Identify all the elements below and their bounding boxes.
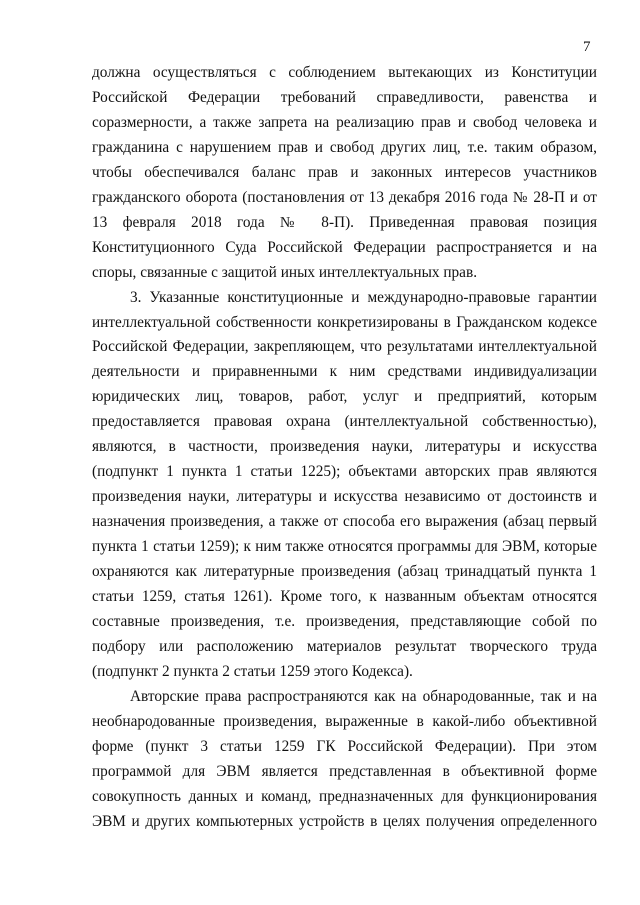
- text-line: форме (пункт 3 статьи 1259 ГК Российской Федерации). При этом: [92, 737, 597, 755]
- text-line: ЭВМ и других компьютерных устройств в целях получения определенного: [92, 812, 597, 830]
- text-line: споры, связанные с защитой иных интеллектуальных прав.: [92, 263, 478, 281]
- text-line: пункта 1 статьи 1259); к ним также относятся программы для ЭВМ, которые: [92, 538, 597, 556]
- text-line: произведения науки, литературы и искусства независимо от достоинств и: [92, 488, 597, 506]
- text-line: интеллектуальной собственности конкретизированы в Гражданском кодексе: [92, 313, 597, 331]
- text-line: 13 февраля 2018 года № 8-П). Приведенная правовая позиция: [92, 213, 597, 231]
- text-line: Российской Федерации, закрепляющем, что результатами интеллектуальной: [92, 338, 597, 356]
- text-line: (подпункт 2 пункта 2 статьи 1259 этого Кодекса).: [92, 662, 413, 680]
- paragraph-1: [92, 61, 597, 286]
- text-line: программой для ЭВМ является представленная в объективной форме: [92, 762, 597, 780]
- text-line: составные произведения, т.е. произведения, представляющие собой по: [92, 612, 597, 630]
- text-line: деятельности и приравненными к ним средствами индивидуализации: [92, 363, 597, 381]
- text-line: предоставляется правовая охрана (интеллектуальной собственностью),: [92, 413, 597, 431]
- text-line: чтобы обеспечивался баланс прав и законных интересов участников: [92, 163, 597, 181]
- document-body: [92, 61, 597, 835]
- paragraph-2: [92, 286, 597, 685]
- text-line: необнародованные произведения, выраженные в какой-либо объективной: [92, 712, 597, 730]
- text-line: Конституционного Суда Российской Федерации распространяется и на: [92, 238, 597, 256]
- text-line: (подпункт 1 пункта 1 статьи 1225); объектами авторских прав являются: [92, 463, 597, 481]
- text-line: соразмерности, а также запрета на реализацию прав и свобод человека и: [92, 113, 597, 131]
- page-number: 7: [583, 39, 591, 55]
- text-line: подбору или расположению материалов результат творческого труда: [92, 637, 597, 655]
- text-line: должна осуществляться с соблюдением вытекающих из Конституции: [92, 64, 597, 81]
- text-line: гражданина с нарушением прав и свобод других лиц, т.е. таким образом,: [92, 138, 597, 156]
- text-line: совокупность данных и команд, предназначенных для функционирования: [92, 787, 597, 805]
- text-line: статьи 1259, статья 1261). Кроме того, к названным объектам относятся: [92, 588, 597, 606]
- text-line: юридических лиц, товаров, работ, услуг и предприятий, которым: [92, 388, 597, 406]
- text-line: являются, в частности, произведения науки, литературы и искусства: [92, 438, 597, 456]
- text-line: Авторские права распространяются как на обнародованные, так и на: [130, 687, 597, 705]
- text-line: Российской Федерации требований справедливости, равенства и: [92, 88, 597, 106]
- text-line: назначения произведения, а также от способа его выражения (абзац первый: [92, 513, 597, 531]
- text-line: 3. Указанные конституционные и международно-правовые гарантии: [130, 288, 597, 306]
- text-line: гражданского оборота (постановления от 13 декабря 2016 года № 28-П и от: [92, 188, 597, 206]
- text-line: охраняются как литературные произведения (абзац тринадцатый пункта 1: [92, 563, 597, 581]
- paragraph-3: [92, 685, 597, 835]
